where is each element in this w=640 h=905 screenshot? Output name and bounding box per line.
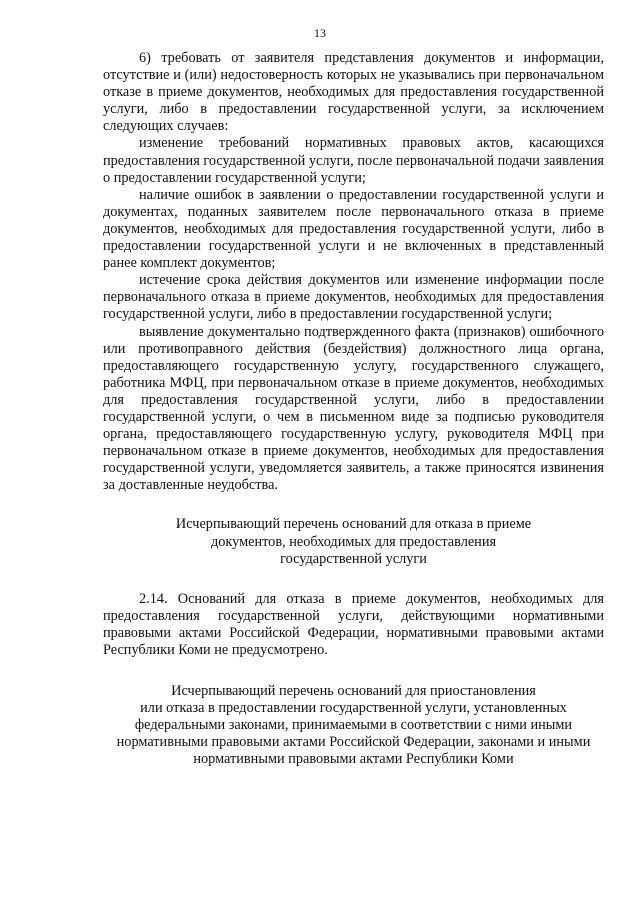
heading-line: нормативными правовыми актами Российской Федерации, законами и иными: [116, 734, 591, 751]
heading-line: федеральными законами, принимаемыми в соответствии с ними иными: [134, 717, 573, 734]
document-body: [103, 50, 604, 769]
heading-line: Исчерпывающий перечень оснований для приостановления: [171, 683, 536, 700]
heading-line: нормативными правовыми актами Республики Коми: [193, 751, 514, 768]
heading-line: документов, необходимых для предоставления: [210, 533, 497, 550]
paragraph-case-errors: наличие ошибок в заявлении о предоставлении государственной услуги и документах, поданных заявителем после первоначального отказа в приеме документов, необходимых для предоставления государственной услуги, либо в предоставлении государственной услуги и не включенных в представленный ранее комплект документов;: [103, 186, 604, 272]
paragraph-case-requirements-change: изменение требований нормативных правовых актов, касающихся предоставления государственной услуги, после первоначальной подачи заявления о предоставлении государственной услуги;: [103, 135, 604, 186]
heading-line: Исчерпывающий перечень оснований для отказа в приеме: [175, 516, 532, 533]
section-heading-suspension-grounds: [103, 683, 604, 768]
spacer: [103, 494, 604, 516]
page-number: 13: [314, 26, 326, 40]
spacer: [103, 659, 604, 683]
spacer: [103, 568, 604, 591]
paragraph-item-6: 6) требовать от заявителя представления документов и информации, отсутствие и (или) недостоверность которых не указывались при первоначальном отказе в приеме документов, необходимых для предоставления государственной услуги, либо в предоставлении государственной услуги, за исключением следующих случаев:: [103, 50, 604, 135]
heading-line: государственной услуги: [280, 550, 427, 567]
section-heading-refusal-grounds: [103, 516, 604, 567]
heading-line: или отказа в предоставлении государственной услуги, установленных: [140, 700, 567, 717]
paragraph-case-expiry: истечение срока действия документов или изменение информации после первоначального отказа в приеме документов, необходимых для предоставления государственной услуги, либо в предоставлении государственной услуги;: [103, 272, 604, 323]
paragraph-case-wrongful-action: выявление документально подтвержденного факта (признаков) ошибочного или противоправного действия (бездействия) должностного лица органа, предоставляющего государственную услугу, государственного служащего, работника МФЦ, при первоначальном отказе в приеме документов, необходимых для предоставления государственной услуги, либо в предоставлении государственной услуги, о чем в письменном виде за подписью руководителя органа, предоставляющего государственную услугу, руководителя МФЦ при первоначальном отказе в приеме документов, необходимых для предоставления государственной услуги, уведомляется заявитель, а также приносятся извинения за доставленные неудобства.: [103, 323, 604, 494]
paragraph-2-14: 2.14. Оснований для отказа в приеме документов, необходимых для предоставления государственной услуги, действующими нормативными правовыми актами Российской Федерации, нормативными правовыми актами Республики Коми не предусмотрено.: [103, 590, 604, 658]
